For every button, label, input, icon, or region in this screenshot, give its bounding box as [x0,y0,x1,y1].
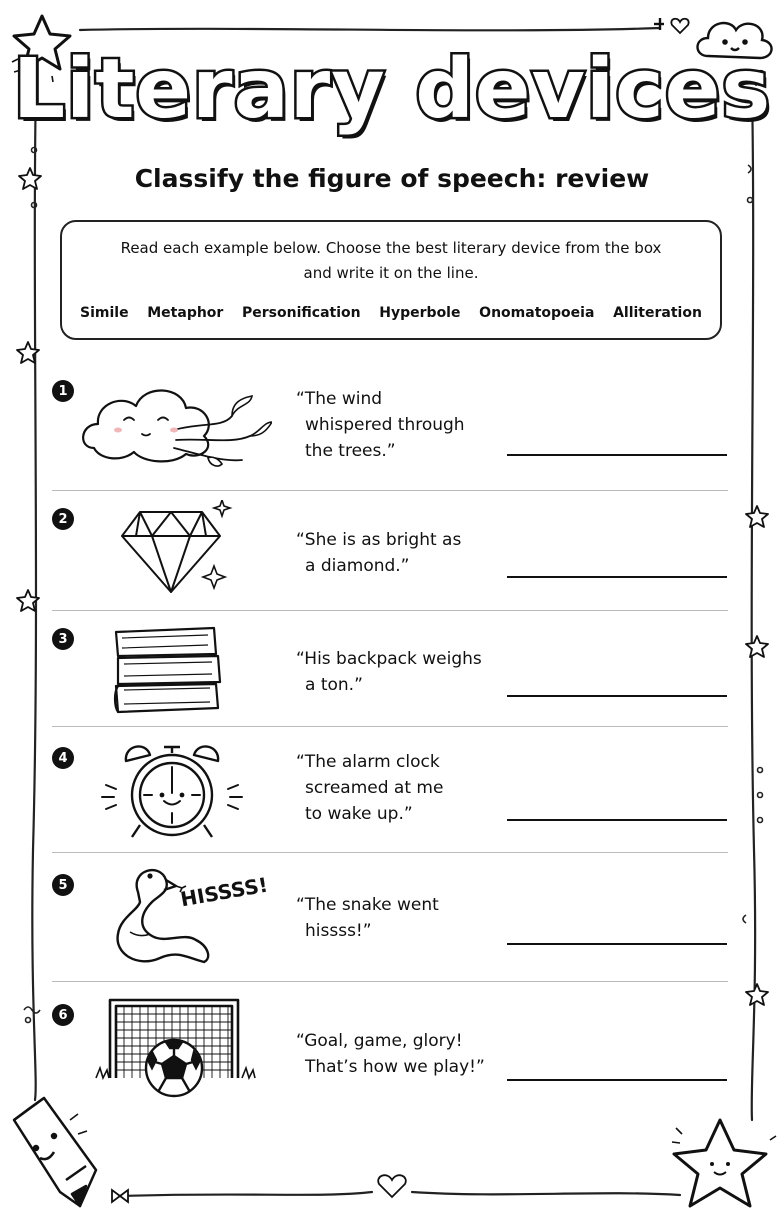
question-row-4 [52,745,728,849]
example-quote: “The wind whispered through the trees.” [296,389,465,461]
smiling-star-icon [674,1120,766,1206]
row-divider [52,610,728,611]
instructions-box [60,220,722,340]
example-quote: “Goal, game, glory! That’s how we play!” [296,1031,485,1077]
question-number: 4 [52,747,74,769]
answer-line[interactable] [507,576,727,578]
example-quote: “His backpack weighs a ton.” [296,649,482,695]
answer-line[interactable] [507,695,727,697]
example-quote: “She is as bright as a diamond.” [296,530,462,576]
word-bank-item-simile: Simile [80,305,129,321]
question-row-3 [52,626,728,722]
word-bank-item-onomatopoeia: Onomatopoeia [479,305,595,321]
question-number: 2 [52,508,74,530]
wind-cloud-icon [82,378,272,470]
sound-effect-text: HISSSS! [178,872,270,912]
question-row-6 [52,1002,728,1106]
snake-icon [108,862,224,970]
answer-line[interactable] [507,943,727,945]
pencil-icon [14,1098,96,1206]
question-number: 6 [52,1004,74,1026]
question-number: 5 [52,874,74,896]
answer-line[interactable] [507,454,727,456]
question-number: 1 [52,380,74,402]
row-divider [52,490,728,491]
alarm-clock-icon [98,741,248,841]
word-bank-item-hyperbole: Hyperbole [379,305,461,321]
book-stack-icon [110,624,230,718]
page-subtitle: Classify the figure of speech: review [134,164,650,193]
row-divider [52,981,728,982]
question-row-1 [52,378,728,488]
question-row-2 [52,506,728,606]
question-row-5 [52,872,728,976]
page-title: Literary devices [12,42,772,137]
example-quote: “The alarm clock screamed at me to wake up.” [296,752,444,824]
instructions-text: Read each example below. Choose the best literary device from the box and write it on the line. [120,239,662,282]
row-divider [52,852,728,853]
soccer-goal-icon [92,994,260,1100]
row-divider [52,726,728,727]
answer-line[interactable] [507,819,727,821]
diamond-icon [118,500,248,598]
word-bank [80,305,702,321]
word-bank-item-personification: Personification [242,305,361,321]
word-bank-item-alliteration: Alliteration [613,305,702,321]
word-bank-item-metaphor: Metaphor [147,305,224,321]
example-quote: “The snake went hissss!” [296,895,439,941]
answer-line[interactable] [507,1079,727,1081]
question-number: 3 [52,628,74,650]
